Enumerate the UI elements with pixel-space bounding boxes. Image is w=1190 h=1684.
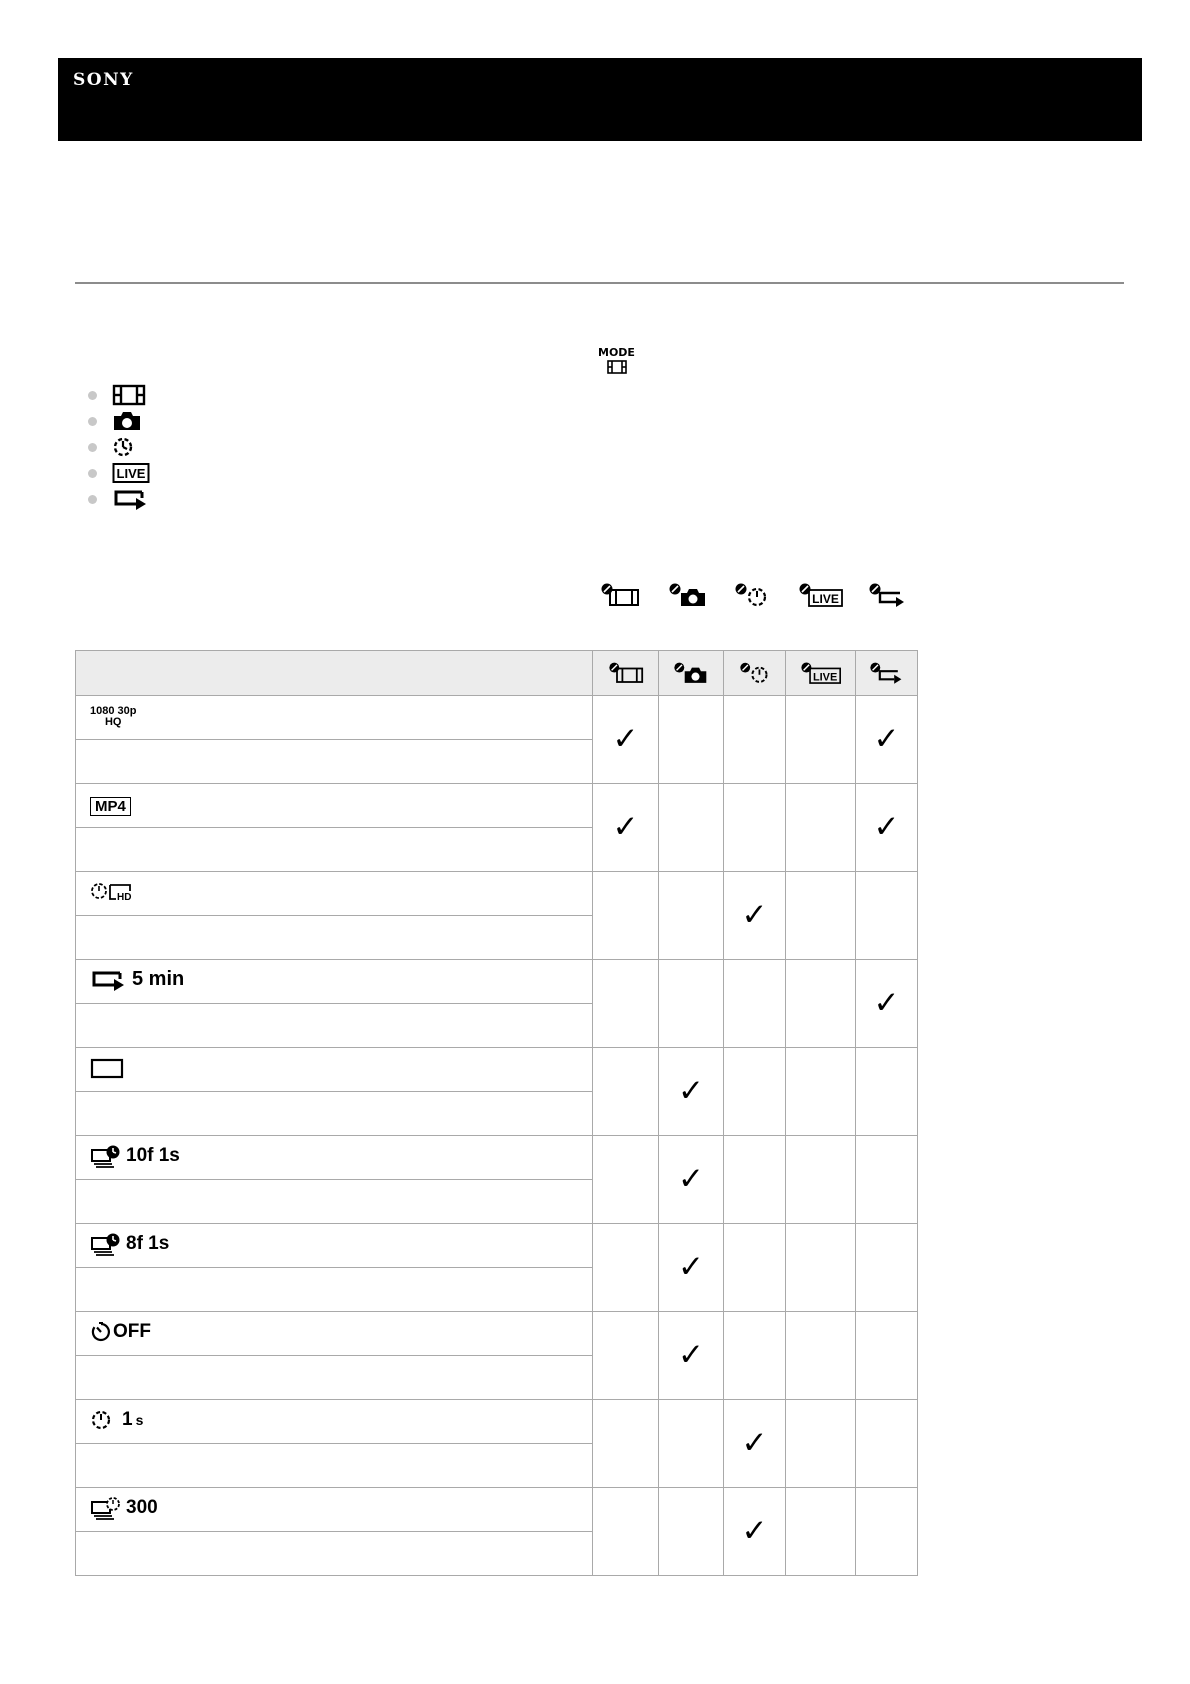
list-item <box>88 382 150 408</box>
photo-setting-icon <box>673 661 709 685</box>
table-row <box>76 1224 918 1268</box>
setting-description <box>76 1268 593 1312</box>
check-cell <box>724 1312 786 1400</box>
check-cell <box>593 1224 659 1312</box>
check-cell <box>659 872 724 960</box>
number-of-shots-icon <box>90 1496 122 1520</box>
list-item <box>88 486 150 512</box>
settings-availability-table <box>75 650 918 1576</box>
setting-description <box>76 1004 593 1048</box>
check-cell <box>724 696 786 784</box>
check-mark: ✓ <box>741 1513 768 1549</box>
movie-film-icon <box>607 360 627 374</box>
check-cell <box>659 1488 724 1576</box>
bullet <box>88 391 97 400</box>
header-bar <box>58 58 1142 141</box>
table-row <box>76 1048 918 1092</box>
setting-label <box>76 1400 593 1444</box>
check-cell <box>593 1488 659 1576</box>
check-cell <box>659 696 724 784</box>
svg-text:HD: HD <box>117 891 132 903</box>
setting-description <box>76 1444 593 1488</box>
motion-shot-icon <box>90 1232 122 1256</box>
interval-time-unit: s <box>135 1411 144 1428</box>
check-cell <box>724 872 786 960</box>
table-row <box>76 1400 918 1444</box>
check-mark: ✓ <box>678 1073 704 1109</box>
check-mark: ✓ <box>678 1337 704 1373</box>
loop-time-value: 5 min <box>132 968 185 990</box>
check-cell <box>856 1488 918 1576</box>
check-cell <box>856 1400 918 1488</box>
check-cell <box>856 696 918 784</box>
table-row <box>76 960 918 1004</box>
column-header-live <box>786 651 856 696</box>
setting-mode-icon-row <box>0 582 1190 612</box>
interval-time-value: 1 <box>122 1408 133 1430</box>
check-cell <box>856 1312 918 1400</box>
svg-text:LIVE: LIVE <box>812 592 839 606</box>
burst-value: 10f 1s <box>126 1144 180 1166</box>
check-cell <box>659 1224 724 1312</box>
check-cell <box>856 960 918 1048</box>
list-item <box>88 434 150 460</box>
setting-label <box>76 1048 593 1092</box>
svg-text:LIVE: LIVE <box>812 671 837 684</box>
check-cell <box>786 1048 856 1136</box>
check-mark: ✓ <box>873 721 900 757</box>
title-divider <box>75 282 1124 284</box>
quality-label: HQ <box>104 716 122 728</box>
table-row <box>76 1312 918 1356</box>
column-header-photo <box>659 651 724 696</box>
photo-setting-icon <box>668 582 708 608</box>
check-mark: ✓ <box>678 1249 704 1285</box>
check-cell <box>724 784 786 872</box>
column-header-movie <box>593 651 659 696</box>
interval-setting-icon <box>734 582 770 608</box>
check-cell <box>724 1136 786 1224</box>
self-timer-value: OFF <box>113 1320 151 1342</box>
check-cell <box>659 960 724 1048</box>
setting-description <box>76 828 593 872</box>
photo-mode-icon <box>112 410 142 432</box>
table-row <box>76 1136 918 1180</box>
check-cell <box>786 1312 856 1400</box>
column-header-loop <box>856 651 918 696</box>
check-cell <box>593 696 659 784</box>
setting-label <box>76 1136 593 1180</box>
check-cell <box>786 1488 856 1576</box>
check-cell <box>786 1400 856 1488</box>
number-of-shots-value: 300 <box>126 1496 158 1518</box>
bullet <box>88 495 97 504</box>
check-cell <box>856 1224 918 1312</box>
setting-description <box>76 916 593 960</box>
check-cell <box>856 1048 918 1136</box>
single-shooting-icon <box>90 1057 124 1079</box>
check-cell <box>593 784 659 872</box>
svg-text:LIVE: LIVE <box>116 466 146 481</box>
check-cell <box>724 1224 786 1312</box>
check-cell <box>593 1136 659 1224</box>
sony-logo: SONY <box>73 70 134 90</box>
self-timer-icon <box>90 1321 112 1343</box>
table-header-row <box>76 651 918 696</box>
table-row <box>76 696 918 740</box>
list-item <box>88 408 150 434</box>
interval-time-icon <box>90 1409 112 1431</box>
list-item <box>88 460 150 486</box>
check-cell <box>786 872 856 960</box>
table-row <box>76 784 918 828</box>
image-quality-icon <box>90 706 136 728</box>
check-mark: ✓ <box>873 985 900 1021</box>
setting-label <box>76 872 593 916</box>
loop-time-icon <box>90 968 128 992</box>
recording-format-icon: MP4 <box>90 797 131 816</box>
mode-button-icon <box>598 346 634 376</box>
check-cell <box>659 1400 724 1488</box>
setting-label <box>76 696 593 740</box>
check-cell <box>724 1400 786 1488</box>
loop-setting-icon <box>868 582 908 608</box>
loop-recording-mode-icon <box>112 487 150 511</box>
movie-mode-icon <box>112 384 146 406</box>
live-setting-icon <box>800 661 842 685</box>
check-cell <box>786 696 856 784</box>
check-cell <box>593 1400 659 1488</box>
bullet <box>88 443 97 452</box>
check-cell <box>786 1136 856 1224</box>
setting-description <box>76 1092 593 1136</box>
check-cell <box>659 784 724 872</box>
setting-label <box>76 784 593 828</box>
movie-setting-icon <box>608 661 644 685</box>
check-mark: ✓ <box>612 809 639 845</box>
check-mark: ✓ <box>678 1161 704 1197</box>
table-row <box>76 1488 918 1532</box>
check-cell <box>786 1224 856 1312</box>
resolution-label: 1080 30p <box>90 705 137 717</box>
check-cell <box>593 1312 659 1400</box>
burst-shooting-icon <box>90 1144 122 1168</box>
check-mark: ✓ <box>873 809 900 845</box>
check-cell <box>724 1048 786 1136</box>
check-cell <box>856 784 918 872</box>
interval-image-size-icon <box>90 881 136 903</box>
setting-column-header <box>76 651 593 696</box>
check-cell <box>856 1136 918 1224</box>
setting-description <box>76 1532 593 1576</box>
live-streaming-mode-icon <box>112 462 150 484</box>
check-cell <box>593 872 659 960</box>
table-row <box>76 872 918 916</box>
setting-description <box>76 1356 593 1400</box>
check-cell <box>786 784 856 872</box>
check-cell <box>786 960 856 1048</box>
live-setting-icon <box>798 582 844 608</box>
check-cell <box>659 1312 724 1400</box>
check-cell <box>593 960 659 1048</box>
setting-label <box>76 1224 593 1268</box>
check-cell <box>659 1136 724 1224</box>
setting-label <box>76 960 593 1004</box>
check-mark: ✓ <box>741 897 768 933</box>
mode-label: MODE <box>598 346 635 359</box>
check-cell <box>659 1048 724 1136</box>
setting-description <box>76 740 593 784</box>
check-cell <box>593 1048 659 1136</box>
interval-setting-icon <box>739 661 771 685</box>
check-cell <box>724 960 786 1048</box>
bullet <box>88 417 97 426</box>
shooting-mode-list <box>88 382 150 512</box>
motion-shot-value: 8f 1s <box>126 1232 170 1254</box>
setting-label <box>76 1312 593 1356</box>
bullet <box>88 469 97 478</box>
check-mark: ✓ <box>612 721 639 757</box>
setting-description <box>76 1180 593 1224</box>
setting-label <box>76 1488 593 1532</box>
check-mark: ✓ <box>741 1425 768 1461</box>
check-cell <box>856 872 918 960</box>
interval-photo-mode-icon <box>112 436 134 458</box>
loop-setting-icon <box>869 661 905 685</box>
check-cell <box>724 1488 786 1576</box>
movie-setting-icon <box>600 582 640 608</box>
column-header-interval <box>724 651 786 696</box>
